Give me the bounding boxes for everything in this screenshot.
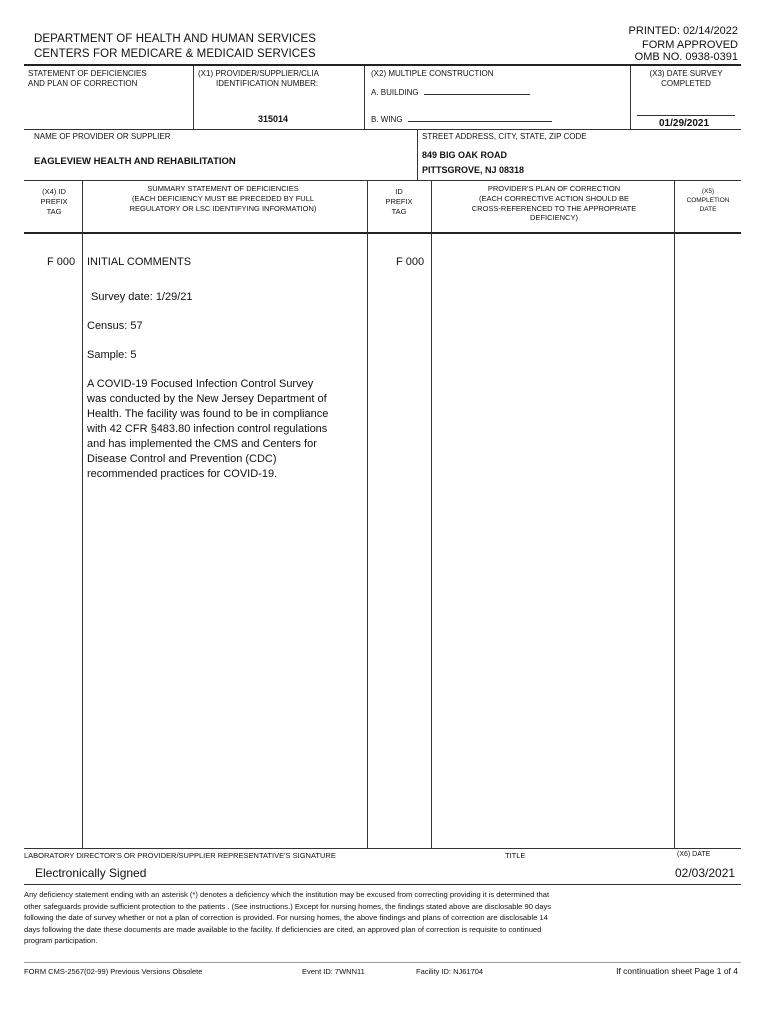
column-divider	[431, 181, 432, 848]
disclaimer-line: program participation.	[24, 936, 98, 946]
header-line: (EACH CORRECTIVE ACTION SHOULD BE	[478, 193, 630, 203]
divider	[364, 65, 365, 129]
header-line: PROVIDER'S PLAN OF CORRECTION	[487, 184, 621, 193]
statement-label-line: STATEMENT OF DEFICIENCIES	[28, 69, 147, 78]
header-line: DEFICIENCY)	[530, 213, 578, 223]
provider-name-value: EAGLEVIEW HEALTH AND REHABILITATION	[34, 156, 236, 167]
date-survey-label	[631, 69, 741, 89]
survey-findings-paragraph	[87, 377, 367, 482]
wing-field	[371, 113, 552, 125]
page-indicator: If continuation sheet Page 1 of 4	[616, 966, 738, 976]
multiple-construction-label: (X2) MULTIPLE CONSTRUCTION	[371, 69, 494, 78]
column-divider	[367, 181, 368, 848]
disclaimer	[24, 889, 741, 947]
omb-number: OMB NO. 0938-0391	[634, 51, 738, 63]
id-prefix-header	[370, 187, 428, 216]
date-survey-label-line: (X3) DATE SURVEY	[649, 69, 723, 78]
provider-id-number: 315014	[258, 114, 289, 124]
statement-label-line: AND PLAN OF CORRECTION	[28, 79, 138, 88]
header-line: TAG	[46, 206, 62, 216]
statement-label	[28, 69, 147, 89]
header-line: DATE	[699, 205, 717, 213]
survey-date: Survey date: 1/29/21	[91, 291, 193, 303]
correction-tag: F 000	[396, 256, 425, 268]
census: Census: 57	[87, 320, 143, 332]
deficiency-tag: F 000	[47, 256, 76, 268]
date-survey-label-line: COMPLETED	[661, 79, 711, 88]
header-line: (X5)	[701, 188, 715, 195]
printed-date: PRINTED: 02/14/2022	[628, 25, 738, 37]
address-street: 849 BIG OAK ROAD	[422, 150, 508, 160]
grid-rule	[24, 129, 741, 130]
wing-label: B. WING	[371, 115, 403, 124]
header-line: (EACH DEFICIENCY MUST BE PRECEDED BY FULL	[131, 193, 315, 203]
header-line: COMPLETION	[686, 196, 730, 204]
paragraph-line: with 42 CFR §483.80 infection control regulations	[87, 423, 328, 435]
building-blank	[424, 86, 530, 95]
disclaimer-line: Any deficiency statement ending with an asterisk (*) denotes a deficiency which the institution may be excused from correcting providing it is determined that	[24, 890, 550, 899]
facility-id: Facility ID: NJ61704	[416, 967, 484, 976]
column-divider	[674, 181, 675, 848]
top-rule	[24, 64, 741, 66]
provider-name-label: NAME OF PROVIDER OR SUPPLIER	[34, 132, 171, 141]
column-divider	[82, 181, 83, 848]
grid-rule	[24, 180, 741, 181]
disclaimer-line: following the date of survey whether or not a plan of correction is provided. For nursing homes, the above findings and plans of correction are disclosable 14	[24, 913, 548, 923]
column-header-rule	[24, 232, 741, 234]
signature-rule	[24, 848, 741, 849]
paragraph-line: Disease Control and Prevention (CDC)	[87, 453, 277, 465]
completion-date-header	[676, 188, 740, 214]
date-survey-value: 01/29/2021	[659, 118, 710, 129]
header-line: PREFIX	[40, 196, 68, 206]
plan-of-correction-header	[434, 184, 674, 223]
disclaimer-line: days following the date these documents are made available to the facility. If deficiencies are cited, an approved plan of correction is requisite to continued	[24, 924, 542, 934]
department-title: DEPARTMENT OF HEALTH AND HUMAN SERVICES	[34, 33, 317, 45]
building-label: A. BUILDING	[371, 88, 419, 97]
agency-title: CENTERS FOR MEDICARE & MEDICAID SERVICES	[34, 48, 316, 60]
provider-id-label	[198, 69, 360, 89]
x4-id-prefix-header	[26, 187, 82, 216]
paragraph-line: A COVID-19 Focused Infection Control Survey	[87, 378, 314, 390]
signature-date-label: (X6) DATE	[677, 851, 711, 858]
date-survey-underline	[637, 115, 735, 116]
electronic-signature: Electronically Signed	[35, 866, 147, 880]
header-line: TAG	[391, 206, 407, 216]
provider-id-label-line: (X1) PROVIDER/SUPPLIER/CLIA	[198, 69, 319, 78]
section-heading: INITIAL COMMENTS	[87, 256, 192, 268]
header-line: (X4) ID	[42, 187, 66, 196]
signature-bottom-rule	[24, 884, 741, 885]
address-label: STREET ADDRESS, CITY, STATE, ZIP CODE	[422, 132, 587, 141]
title-label: TITLE	[505, 851, 526, 860]
form-number: FORM CMS-2567(02-99) Previous Versions Obsolete	[24, 967, 203, 976]
paragraph-line: and has implemented the CMS and Centers for	[87, 438, 317, 450]
wing-blank	[408, 113, 552, 122]
address-city: PITTSGROVE, NJ 08318	[422, 165, 525, 175]
signature-label: LABORATORY DIRECTOR'S OR PROVIDER/SUPPLIER REPRESENTATIVE'S SIGNATURE	[24, 851, 336, 860]
divider	[193, 65, 194, 129]
sample: Sample: 5	[87, 349, 137, 361]
event-id: Event ID: 7WNN11	[302, 967, 365, 976]
paragraph-line: Health. The facility was found to be in compliance	[87, 408, 329, 420]
provider-id-label-line: IDENTIFICATION NUMBER:	[216, 79, 319, 88]
header-line: PREFIX	[385, 196, 413, 206]
divider	[417, 130, 418, 180]
paragraph-line: recommended practices for COVID-19.	[87, 468, 278, 480]
disclaimer-line: other safeguards provide sufficient protection to the patients . (See instructions.) Except for nursing homes, the findings stated above are disclosable 90 days	[24, 901, 552, 911]
header-line: REGULATORY OR LSC IDENTIFYING INFORMATION)	[129, 203, 317, 213]
building-field	[371, 86, 530, 98]
summary-statement-header	[84, 184, 362, 213]
header-line: SUMMARY STATEMENT OF DEFICIENCIES	[147, 184, 299, 193]
footer-rule	[24, 962, 741, 963]
header-line: CROSS-REFERENCED TO THE APPROPRIATE	[471, 203, 637, 213]
signature-date-value: 02/03/2021	[675, 866, 736, 880]
header-line: ID	[395, 187, 403, 196]
form-approved: FORM APPROVED	[642, 39, 738, 51]
paragraph-line: was conducted by the New Jersey Department of	[87, 393, 327, 405]
